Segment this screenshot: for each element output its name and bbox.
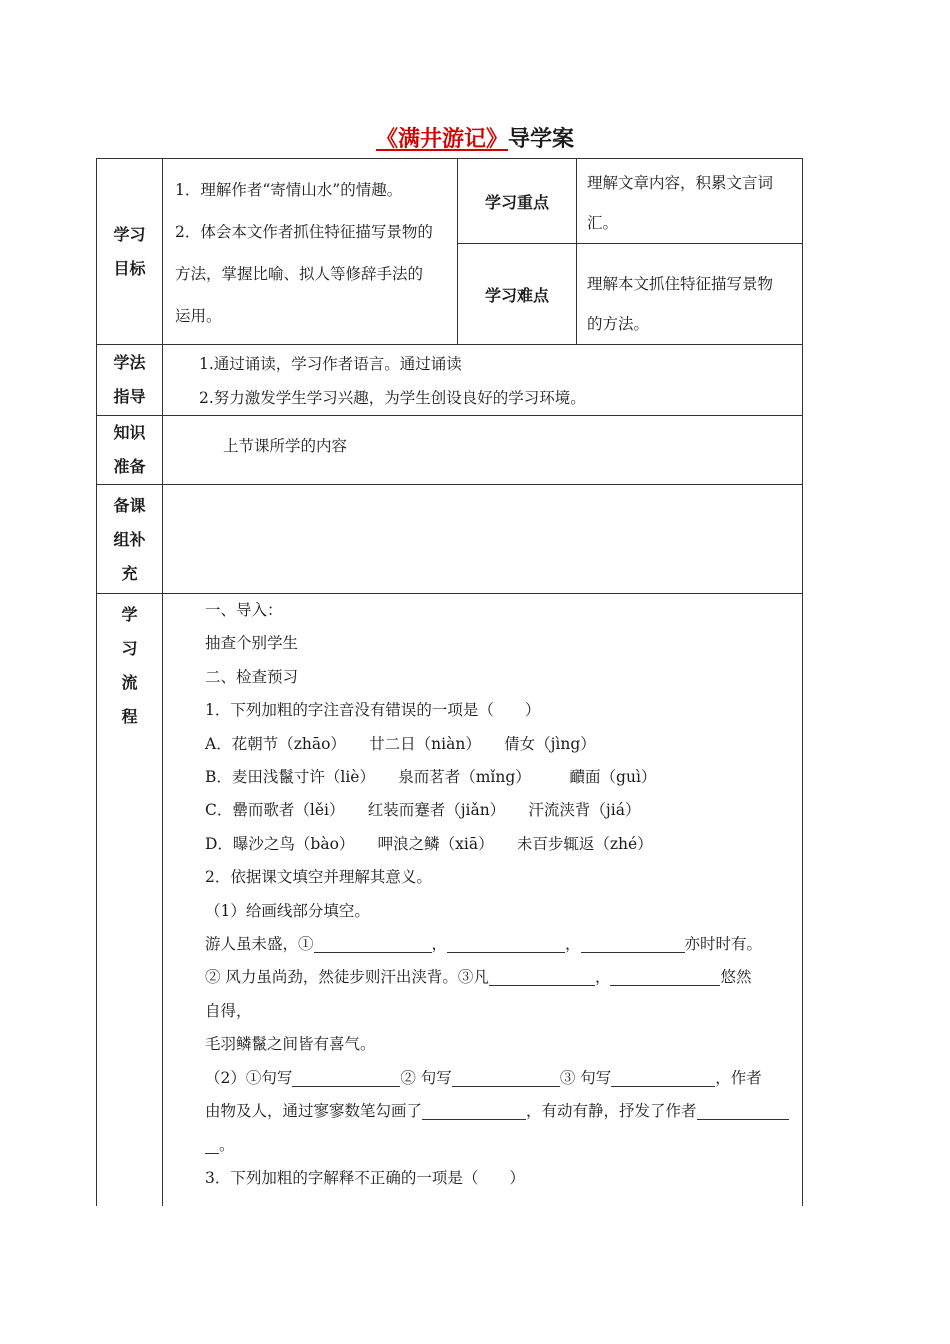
fill-blank[interactable] [611, 1066, 715, 1087]
fill-blank[interactable] [292, 1066, 400, 1087]
method-content [163, 345, 803, 416]
method-line: 1.通过诵读，学习作者语言。通过诵读 [199, 355, 462, 373]
title-work-name: 《满井游记》 [375, 127, 508, 152]
objectives-label: 学习 目标 [97, 159, 163, 345]
question: 3．下列加粗的字解释不正确的一项是（ ） [205, 1168, 525, 1187]
method-label: 学法 指导 [97, 345, 163, 416]
fill-line-continued: 自得， [205, 1001, 252, 1020]
fill-blank[interactable] [610, 965, 720, 986]
option-d: D．曝沙之鸟（bào） 呷浪之鳞（xiā） 未百步辄返（zhé） [205, 834, 653, 853]
focus-content: 理解文章内容，积累文言词 汇。 [577, 159, 803, 244]
fill-blank[interactable] [697, 1099, 789, 1120]
focus-label: 学习重点 [458, 159, 577, 244]
objective-line: 方法，掌握比喻、拟人等修辞手法的 [175, 265, 424, 283]
lesson-plan-table [96, 158, 803, 1206]
objective-line: 1．理解作者“寄情山水”的情趣。 [175, 181, 403, 199]
option-c: C．罍而歌者（lěi） 红装而蹇者（jiǎn） 汗流浃背（jiá） [205, 801, 641, 820]
option-b: B．麦田浅鬣寸许（liè） 泉而茗者（mǐng） 靧面（guì） [205, 768, 657, 787]
fill-line: 。 [205, 1129, 792, 1162]
question: 2．依据课文填空并理解其意义。 [205, 868, 432, 887]
objective-line: 2．体会本文作者抓住特征描写景物的 [175, 223, 433, 241]
flow-line: 抽查个别学生 [205, 634, 299, 653]
section-heading: 二、检查预习 [205, 667, 299, 686]
page-title [0, 122, 950, 153]
fill-line: ② 风力虽尚劲，然徒步则汗出浃背。③凡 ， 悠然 [205, 961, 792, 994]
fill-blank[interactable] [581, 932, 685, 953]
difficulty-content: 理解本文抓住特征描写景物 的方法。 [577, 244, 803, 345]
fill-line: （2）①句写 ② 句写 ③ 句写 ，作者 [205, 1062, 792, 1095]
question: 1．下列加粗的字注音没有错误的一项是（ ） [205, 701, 541, 720]
option-a: A．花朝节（zhāo） 廿二日（niàn） 倩女（jìng） [205, 734, 596, 753]
fill-blank[interactable] [422, 1099, 526, 1120]
supplement-content [163, 485, 803, 594]
objectives-content [163, 159, 458, 345]
fill-blank[interactable] [205, 1133, 219, 1154]
objective-line: 运用。 [175, 307, 222, 325]
difficulty-label: 学习难点 [458, 244, 577, 345]
prep-label: 知识 准备 [97, 416, 163, 485]
flow-content [163, 594, 803, 1206]
fill-line: 由物及人，通过寥寥数笔勾画了 ，有动有静，抒发了作者 [205, 1095, 792, 1128]
fill-blank[interactable] [452, 1066, 560, 1087]
method-line: 2.努力激发学生学习兴趣，为学生创设良好的学习环境。 [199, 389, 586, 407]
fill-line: 游人虽未盛，① ， ， 亦时时有。 [205, 928, 792, 961]
section-heading: 一、导入： [205, 601, 283, 619]
supplement-label: 备课 组补 充 [97, 485, 163, 594]
flow-line: 毛羽鳞鬣之间皆有喜气。 [205, 1035, 376, 1054]
sub-question: （1）给画线部分填空。 [205, 901, 370, 920]
fill-blank[interactable] [447, 932, 565, 953]
flow-label: 学 习 流 程 [97, 594, 163, 1206]
prep-content: 上节课所学的内容 [163, 416, 803, 485]
fill-blank[interactable] [489, 965, 595, 986]
fill-blank[interactable] [314, 932, 432, 953]
title-suffix: 导学案 [508, 127, 575, 152]
